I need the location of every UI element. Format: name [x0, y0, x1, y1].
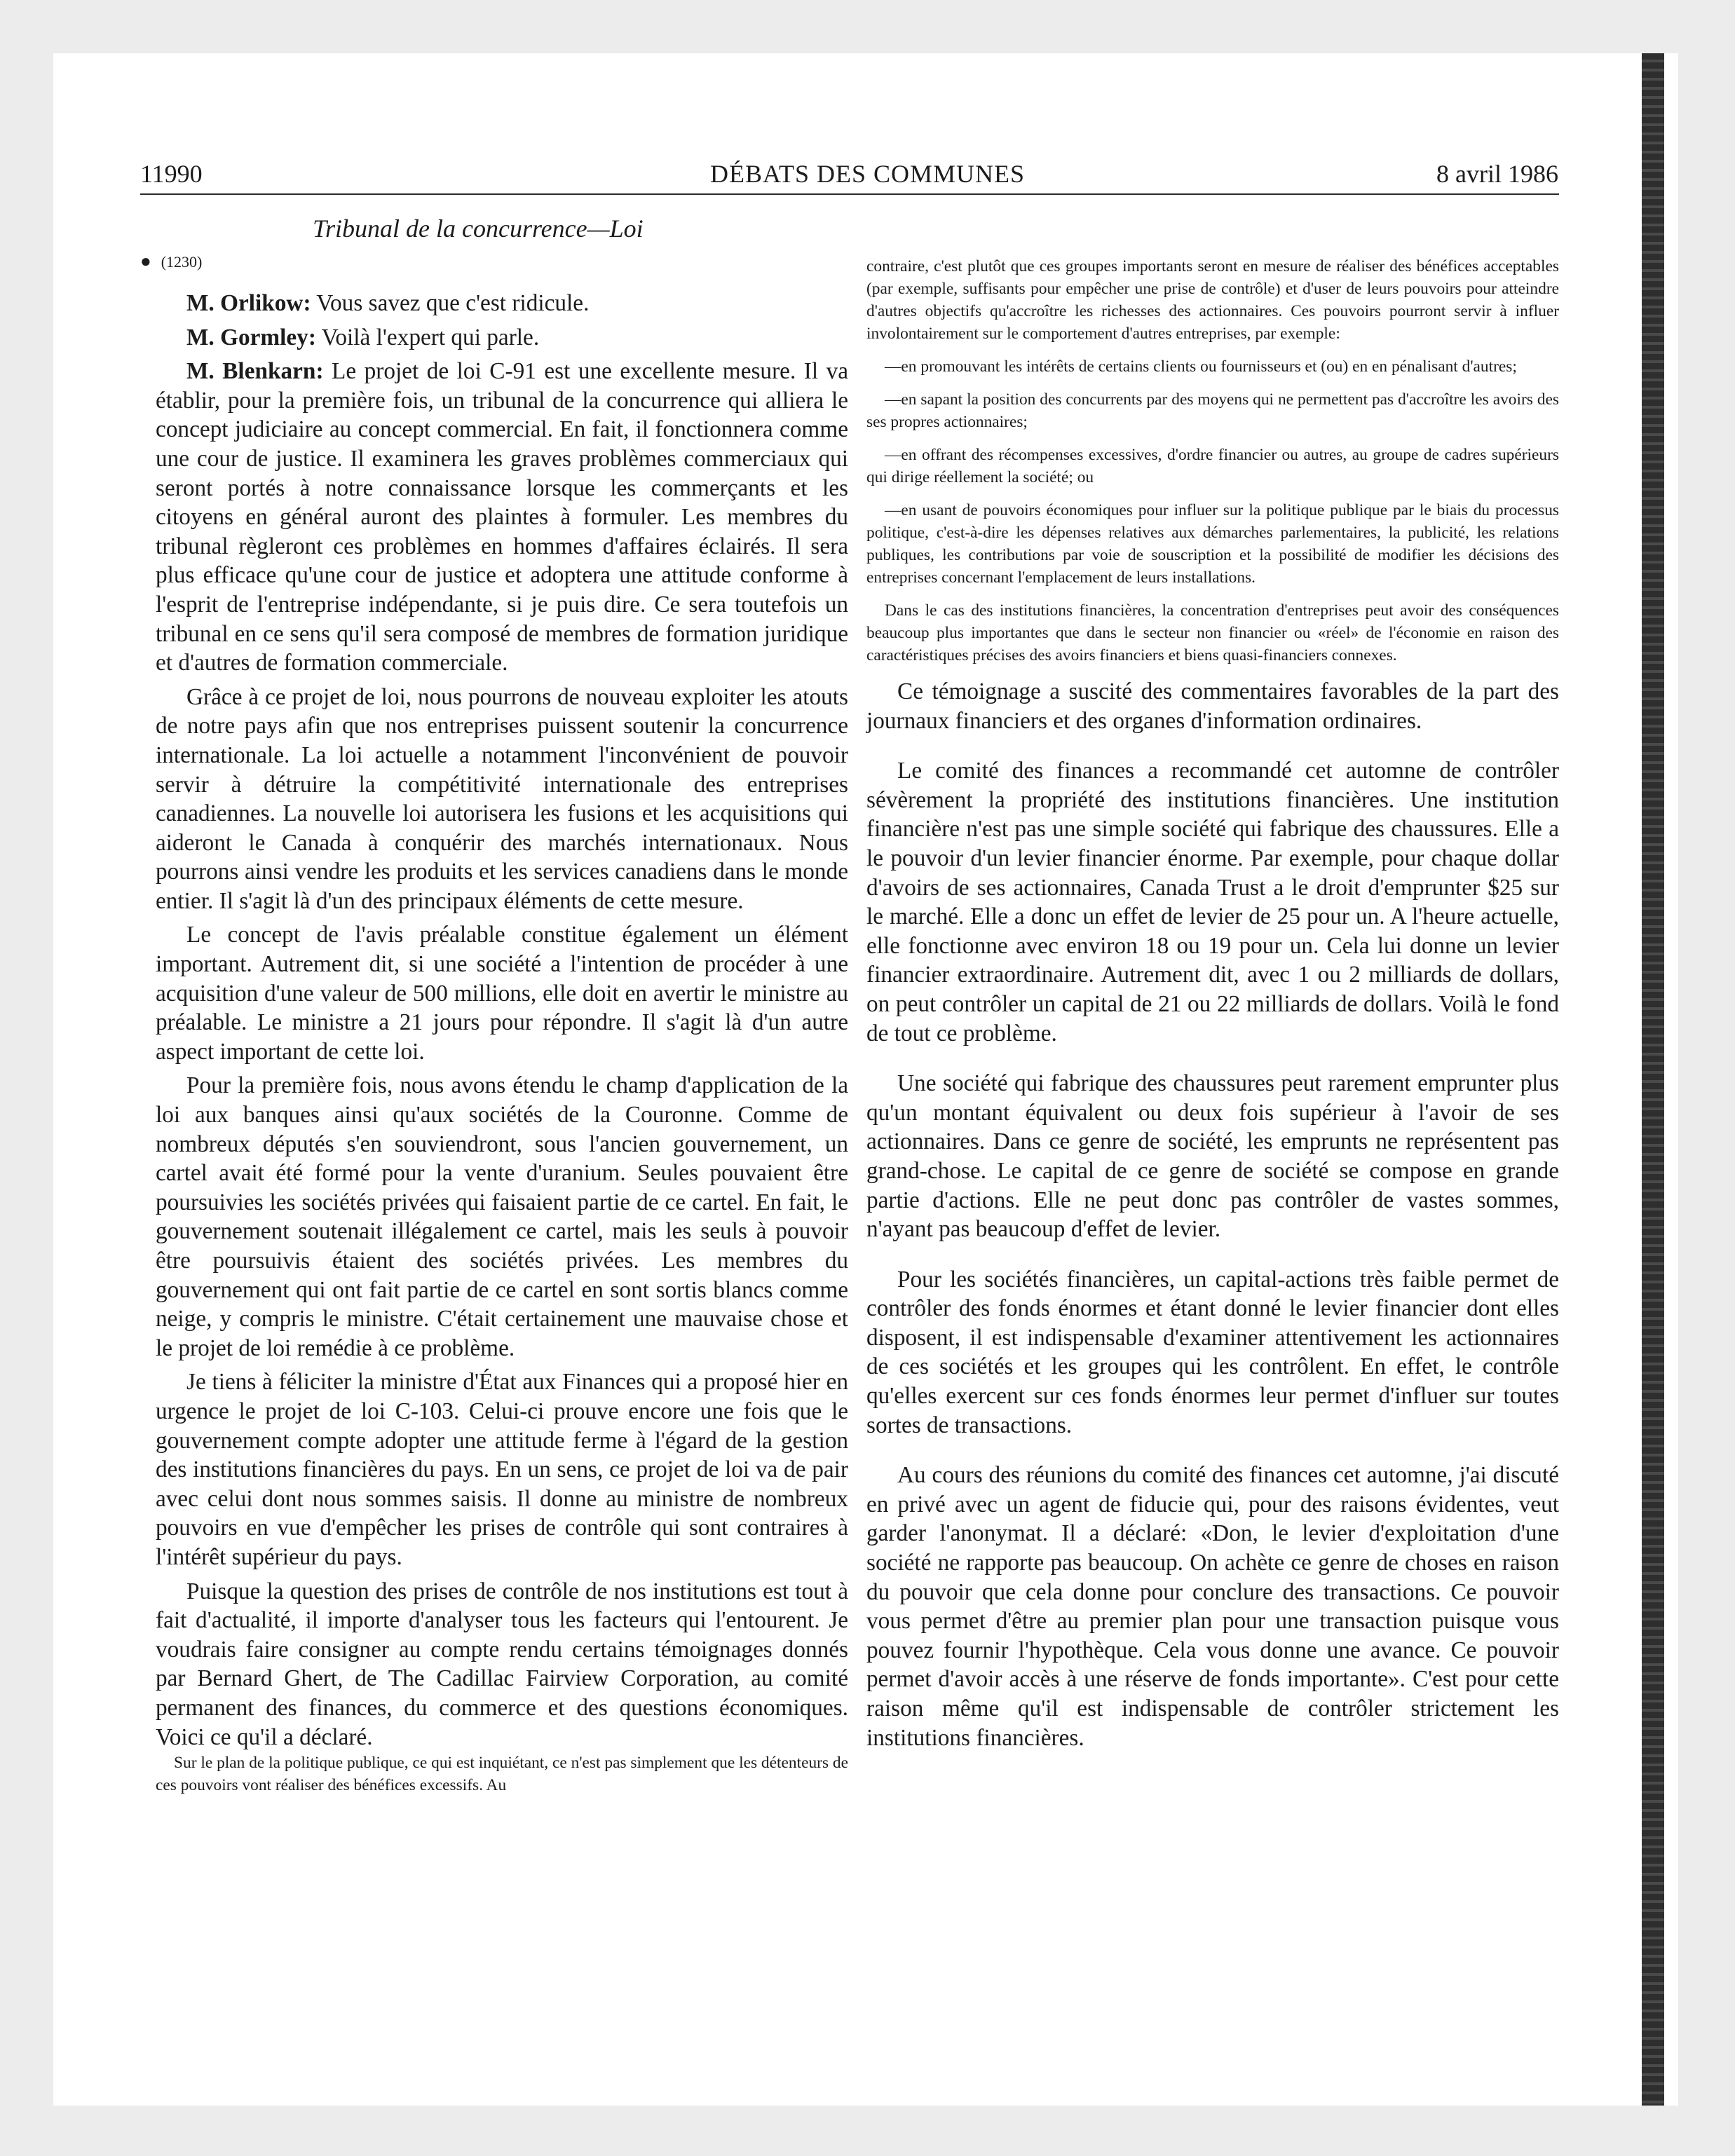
paragraph: Au cours des réunions du comité des finances cet automne, j'ai discuté en privé avec un agent de fiducie qui, pour des raisons évidentes, veut garder l'anonymat. Il a déclaré: «Don, le levier d'exploitation d'une société ne rapporte pas beaucoup. On achète ce genre de choses en raison du pouvoir que cela donne pour conclure des transactions. Ce pouvoir vous permet d'être au premier plan pour une transaction puisque vous pouvez fournir l'hypothèque. Cela vous donne une avance. Ce pouvoir permet d'avoir accès à une réserve de fonds importante». C'est pour cette raison même qu'il est indispensable de contrôler strictement les institutions financières.	[866, 1462, 1559, 1751]
section-title: Tribunal de la concurrence—Loi	[313, 214, 644, 243]
left-column	[156, 289, 848, 1796]
header-rule	[140, 193, 1559, 195]
paragraph: Grâce à ce projet de loi, nous pourrons de nouveau exploiter les atouts de notre pays afin que nos entreprises puissent soutenir la concurrence internationale. La loi actuelle a notamment l'inconvénient de pouvoir servir à détruire la compétitivité internationale des entreprises canadiennes. La nouvelle loi autorisera les fusions et les acquisitions qui aideront le Canada à conquérir des marchés internationaux. Nous pourrons ainsi vendre les produits et les services canadiens dans le monde entier. Il s'agit là d'un des principaux éléments de cette mesure.	[156, 683, 848, 914]
paragraph: Le comité des finances a recommandé cet automne de contrôler sévèrement la propriété des institutions financières. Une institution financière n'est pas une simple société qui fabrique des chaussures. Elle a le pouvoir d'un levier financier énorme. Par exemple, pour chaque dollar d'avoirs de ses actionnaires, Canada Trust a le droit d'emprunter $25 sur le marché. Elle a donc un effet de levier de 25 pour un. A l'heure actuelle, elle fonctionne avec environ 18 ou 19 pour un. Cela lui donne un levier financier extraordinaire. Autrement dit, avec 1 ou 2 milliards de dollars, on peut contrôler un capital de 21 ou 22 milliards de dollars. Voilà le fond de tout ce problème.	[866, 758, 1559, 1046]
paragraph	[156, 289, 848, 318]
paragraph: Je tiens à féliciter la ministre d'État aux Finances qui a proposé hier en urgence le projet de loi C-103. Celui-ci prouve encore une fois que le gouvernement compte adopter une attitude ferme à l'égard de la gestion des institutions financières du pays. En un sens, ce projet de loi va de pair avec celui dont nous sommes saisis. Il donne au ministre de nombreux pouvoirs en vue d'empêcher les prises de contrôle qui sont contraires à l'intérêt supérieur du pays.	[156, 1369, 848, 1570]
publication-date: 8 avril 1986	[1436, 160, 1558, 188]
speaker-name: M. Gormley:	[186, 324, 316, 350]
paragraph	[156, 357, 848, 678]
quotation: Dans le cas des institutions financières, la concentration d'entreprises peut avoir des conséquences beaucoup plus importantes que dans le secteur non financier ou «réel» de l'économie en raison des caractéristiques précises des avoirs financiers et biens quasi-financiers connexes.	[866, 601, 1559, 664]
time-marker-text: (1230)	[161, 253, 203, 271]
paragraph: Pour la première fois, nous avons étendu le champ d'application de la loi aux banques ainsi qu'aux sociétés de la Couronne. Comme de nombreux députés s'en souviendront, sous l'ancien gouvernement, un cartel avait été formé pour la vente d'uranium. Seules pouvaient être poursuivies les sociétés privées qui faisaient partie de ce cartel. En fait, le gouvernement soutenait illégalement ce cartel, mais les seuls à pouvoir être poursuivis étaient des sociétés privées. Les membres du gouvernement qui ont fait partie de ce cartel en sont sortis blancs comme neige, y compris le ministre. C'était certainement une mauvaise chose et le projet de loi remédie à ce problème.	[156, 1072, 848, 1361]
quotation-item: —en offrant des récompenses excessives, d'ordre financier ou autres, au groupe de cadres supérieurs qui dirige réellement la société; ou	[866, 446, 1559, 486]
speaker-name: M. Blenkarn:	[186, 358, 324, 385]
speech-text: Voilà l'expert qui parle.	[315, 324, 540, 350]
paragraph: Une société qui fabrique des chaussures peut rarement emprunter plus qu'un montant équivalent ou deux fois supérieur à l'avoir de ses actionnaires. Dans ce genre de société, les emprunts ne représentent pas grand-chose. Le capital de ce genre de société se compose en grande partie d'actions. Elle ne peut donc pas contrôler de vastes sommes, n'ayant pas beaucoup d'effet de levier.	[866, 1070, 1559, 1243]
publication-title: DÉBATS DES COMMUNES	[709, 160, 1026, 188]
speech-text: Vous savez que c'est ridicule.	[311, 290, 590, 316]
paragraph: Pour les sociétés financières, un capital-actions très faible permet de contrôler des fonds énormes et étant donné le levier financier dont elles disposent, il est indispensable d'examiner attentivement les actionnaires de ces sociétés et les groupes qui les contrôlent. En effet, le contrôle qu'elles exercent sur ces fonds énormes leur permet d'influer sur toutes sortes de transactions.	[866, 1266, 1559, 1438]
paragraph	[156, 323, 848, 353]
right-column	[866, 255, 1559, 1752]
bullet-dot-icon: ●	[140, 251, 151, 271]
time-marker	[140, 251, 202, 273]
quotation-item: —en promouvant les intérêts de certains clients ou fournisseurs et (ou) en en pénalisant d'autres;	[885, 357, 1517, 376]
quotation-item: —en usant de pouvoirs économiques pour influer sur la politique publique par le biais du processus politique, c'est-à-dire les dépenses relatives aux démarches parlementaires, la publicité, les relations publiques, les contributions par voie de souscription et la possibilité de modifier les décisions des entreprises concernant l'emplacement de leurs installations.	[866, 501, 1559, 587]
quotation: Sur le plan de la politique publique, ce qui est inquiétant, ce n'est pas simplement que les détenteurs de ces pouvoirs vont réaliser des bénéfices excessifs. Au	[156, 1754, 848, 1795]
scan-edge	[1642, 53, 1664, 2106]
speaker-name: M. Orlikow:	[186, 290, 311, 316]
speech-text: Le projet de loi C-91 est une excellente mesure. Il va établir, pour la première fois, un tribunal de la concurrence qui alliera le concept judiciaire au concept commercial. En fait, il fonctionnera comme une cour de justice. Il examinera les graves problèmes commerciaux qui seront portés à notre connaissance lorsque les commerçants et les citoyens en général auront des plaintes à formuler. Les membres du tribunal règleront ces problèmes en hommes d'affaires éclairés. Il sera plus efficace qu'une cour de justice et adoptera une attitude conforme à l'esprit de l'entreprise indépendante, si je puis dire. Ce sera toutefois un tribunal en ce sens qu'il sera composé de membres de formation juridique et d'autres de formation commerciale.	[156, 358, 848, 676]
quotation: contraire, c'est plutôt que ces groupes importants seront en mesure de réaliser des bénéfices acceptables (par exemple, suffisants pour empêcher une prise de contrôle) et d'user de leurs pouvoirs pour atteindre d'autres objectifs qu'accroître les richesses des actionnaires. Ces pouvoirs pourront servir à influer involontairement sur le comportement d'autres entreprises, par exemple:	[866, 257, 1559, 343]
paragraph: Ce témoignage a suscité des commentaires favorables de la part des journaux financiers et des organes d'information ordinaires.	[866, 678, 1559, 734]
paragraph: Le concept de l'avis préalable constitue également un élément important. Autrement dit, si une société a l'intention de procéder à une acquisition d'une valeur de 500 millions, elle doit en avertir le ministre au préalable. Le ministre a 21 jours pour répondre. Il s'agit là d'un autre aspect important de cette loi.	[156, 922, 848, 1065]
paragraph: Puisque la question des prises de contrôle de nos institutions est tout à fait d'actualité, il importe d'analyser tous les facteurs qui l'entourent. Je voudrais faire consigner au compte rendu certains témoignages donnés par Bernard Ghert, de The Cadillac Fairview Corporation, au comité permanent des finances, du commerce et des questions économiques. Voici ce qu'il a déclaré.	[156, 1578, 848, 1750]
quotation-item: —en sapant la position des concurrents par des moyens qui ne permettent pas d'accroître les avoirs des ses propres actionnaires;	[866, 390, 1559, 431]
page-number: 11990	[140, 160, 203, 188]
